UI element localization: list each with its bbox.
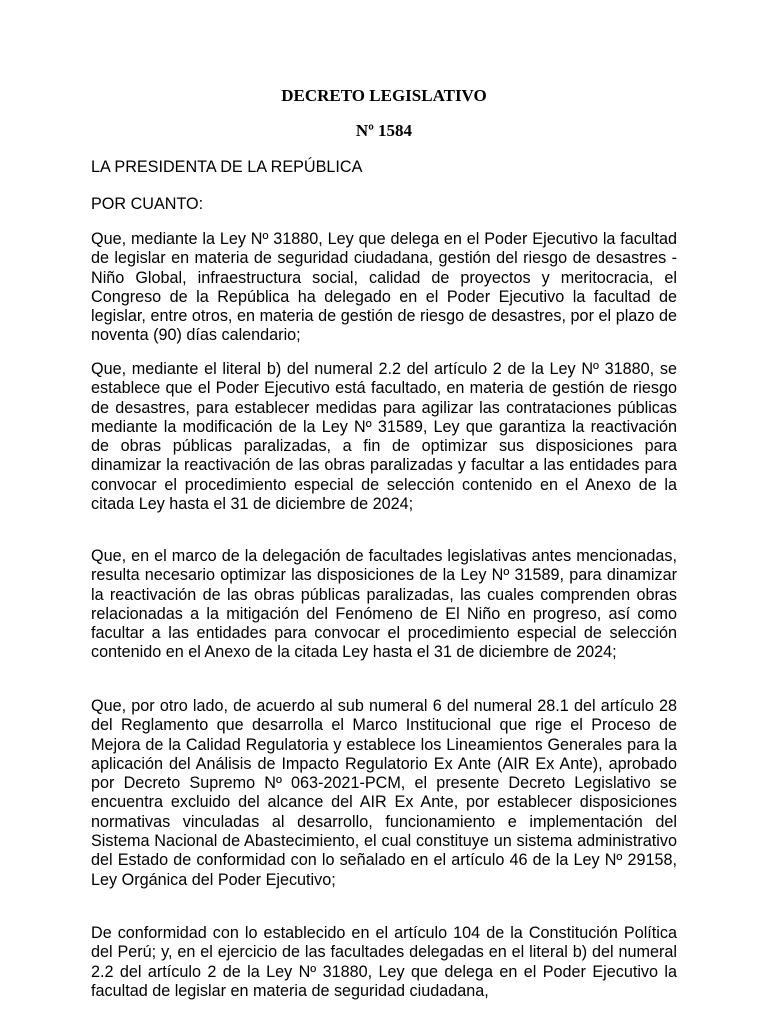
- paragraph-2: Que, mediante el literal b) del numeral 2.2 del artículo 2 de la Ley Nº 31880, se establece que el Poder Ejecutivo está facultado, en materia de gestión de riesgo de desastres, para establecer medidas para agilizar las contrataciones públicas mediante la modificación de la Ley Nº 31589, Ley que garantiza la reactivación de obras públicas paralizadas, a fin de optimizar sus disposiciones para dinamizar la reactivación de las obras paralizadas y facultar a las entidades para convocar el procedimiento especial de selección contenido en el Anexo de la citada Ley hasta el 31 de diciembre de 2024;: [91, 360, 677, 514]
- paragraph-1: Que, mediante la Ley Nº 31880, Ley que delega en el Poder Ejecutivo la facultad de legislar en materia de seguridad ciudadana, gestión del riesgo de desastres - Niño Global, infraestructura social, calidad de proyectos y meritocracia, el Congreso de la República ha delegado en el Poder Ejecutivo la facultad de legislar, entre otros, en materia de gestión de riesgo de desastres, por el plazo de noventa (90) días calendario;: [91, 230, 677, 345]
- decree-number: Nº 1584: [355, 121, 413, 140]
- paragraph-4: Que, por otro lado, de acuerdo al sub numeral 6 del numeral 28.1 del artículo 28 del Reglamento que desarrolla el Marco Institucional que rige el Proceso de Mejora de la Calidad Regulatoria y establece los Lineamientos Generales para la aplicación del Análisis de Impacto Regulatorio Ex Ante (AIR Ex Ante), aprobado por Decreto Supremo Nº 063-2021-PCM, el presente Decreto Legislativo se encuentra excluido del alcance del AIR Ex Ante, por establecer disposiciones normativas vinculadas al desarrollo, funcionamiento e implementación del Sistema Nacional de Abastecimiento, el cual constituye un sistema administrativo del Estado de conformidad con lo señalado en el artículo 46 de la Ley Nº 29158, Ley Orgánica del Poder Ejecutivo;: [91, 697, 677, 889]
- por-cuanto-heading: POR CUANTO:: [91, 195, 204, 213]
- paragraph-5: De conformidad con lo establecido en el artículo 104 de la Constitución Política del Perú; y, en el ejercicio de las facultades delegadas en el literal b) del numeral 2.2 del artículo 2 de la Ley Nº 31880, Ley que delega en el Poder Ejecutivo la facultad de legislar en materia de seguridad ciudadana,: [91, 924, 677, 1000]
- issuer-heading: LA PRESIDENTA DE LA REPÚBLICA: [91, 158, 363, 176]
- paragraph-3: Que, en el marco de la delegación de facultades legislativas antes mencionadas, resulta necesario optimizar las disposiciones de la Ley Nº 31589, para dinamizar la reactivación de las obras públicas paralizadas, las cuales comprenden obras relacionadas a la mitigación del Fenómeno de El Niño en progreso, así como facultar a las entidades para convocar el procedimiento especial de selección contenido en el Anexo de la citada Ley hasta el 31 de diciembre de 2024;: [91, 547, 677, 662]
- document-title: DECRETO LEGISLATIVO: [281, 86, 487, 105]
